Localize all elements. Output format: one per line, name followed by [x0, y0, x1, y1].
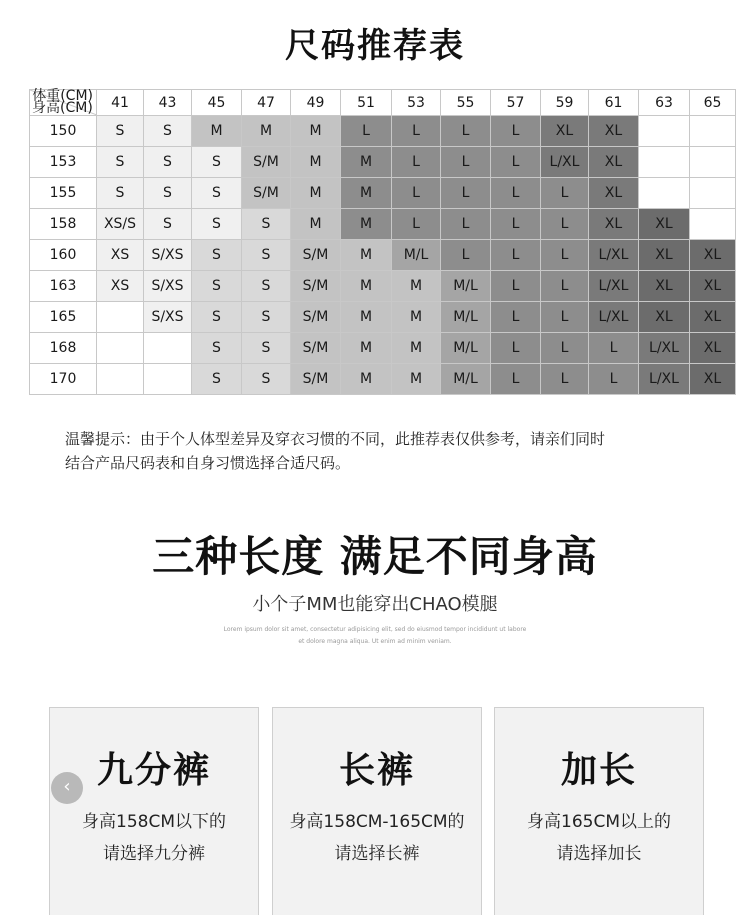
size-cell: S: [192, 209, 242, 240]
size-cell: S/M: [291, 271, 341, 302]
card-desc: [495, 806, 703, 870]
size-cell: L/XL: [589, 271, 639, 302]
carousel-prev-button[interactable]: [51, 772, 83, 804]
size-cell: XL: [639, 271, 690, 302]
size-cell: M: [341, 209, 392, 240]
size-cell: L: [491, 240, 541, 271]
size-cell: S: [97, 116, 144, 147]
size-cell: L: [441, 116, 491, 147]
table-row: [30, 333, 736, 364]
section-headline: 三种长度 满足不同身高: [152, 532, 598, 581]
size-cell: M: [341, 364, 392, 395]
size-cell: L: [541, 271, 589, 302]
size-cell: [639, 178, 690, 209]
size-cell: [97, 333, 144, 364]
corner-height-label: 身高(CM): [32, 100, 93, 116]
size-cell: XL: [589, 209, 639, 240]
card-desc-line-2: 请选择长裤: [334, 844, 420, 864]
table-row: [30, 147, 736, 178]
size-cell: S: [242, 271, 291, 302]
size-cell: XL: [690, 240, 736, 271]
size-cell: S/M: [291, 302, 341, 333]
card-desc-line-1: 身高158CM-165CM的: [289, 812, 465, 832]
tip-text: [65, 427, 715, 475]
size-cell: L: [541, 240, 589, 271]
size-cell: M/L: [392, 240, 441, 271]
lorem-line-1: Lorem ipsum dolor sit amet, consectetur adipisicing elit, sed do eiusmod tempor incididunt ut labore: [223, 626, 527, 633]
size-cell: L/XL: [639, 364, 690, 395]
card-desc-line-2: 请选择加长: [556, 844, 642, 864]
size-cell: L: [589, 333, 639, 364]
size-cell: [690, 116, 736, 147]
size-cell: S/XS: [144, 240, 192, 271]
size-cell: L: [441, 209, 491, 240]
card-desc: [273, 806, 481, 870]
height-cell: 158: [30, 209, 97, 240]
size-cell: L: [541, 209, 589, 240]
size-cell: [690, 178, 736, 209]
size-cell: M: [242, 116, 291, 147]
size-cell: S: [242, 333, 291, 364]
size-cell: [144, 333, 192, 364]
size-cell: L: [491, 333, 541, 364]
size-cell: L: [541, 364, 589, 395]
lorem-line-2: et dolore magna aliqua. Ut enim ad minim veniam.: [298, 638, 452, 645]
table-row: [30, 240, 736, 271]
size-cell: L: [392, 209, 441, 240]
tip-line-1: 温馨提示：由于个人体型差异及穿衣习惯的不同，此推荐表仅供参考，请亲们同时: [65, 430, 606, 448]
size-cell: L: [491, 364, 541, 395]
size-cell: M: [291, 147, 341, 178]
length-card-cropped: [49, 707, 259, 915]
weight-header-cell: 65: [690, 90, 736, 116]
size-cell: L/XL: [589, 240, 639, 271]
size-cell: XL: [690, 302, 736, 333]
table-row: [30, 116, 736, 147]
height-cell: 168: [30, 333, 97, 364]
table-row: [30, 302, 736, 333]
card-desc-line-2: 请选择九分裤: [103, 844, 205, 864]
size-cell: XL: [690, 271, 736, 302]
size-cell: XS: [97, 271, 144, 302]
corner-weight-label: 体重(CM): [32, 88, 93, 104]
size-cell: S: [144, 209, 192, 240]
size-cell: M: [291, 209, 341, 240]
size-cell: XS/S: [97, 209, 144, 240]
table-row: [30, 364, 736, 395]
height-cell: 163: [30, 271, 97, 302]
size-cell: M: [392, 333, 441, 364]
size-cell: [639, 116, 690, 147]
weight-header-cell: 45: [192, 90, 242, 116]
size-cell: [690, 209, 736, 240]
size-cell: L: [541, 302, 589, 333]
size-cell: L: [392, 116, 441, 147]
size-cell: M: [392, 302, 441, 333]
size-cell: S/M: [291, 240, 341, 271]
size-cell: S: [144, 147, 192, 178]
height-cell: 170: [30, 364, 97, 395]
table-row: [30, 271, 736, 302]
height-cell: 160: [30, 240, 97, 271]
size-cell: XL: [690, 333, 736, 364]
size-cell: XL: [639, 240, 690, 271]
lorem-caption: [200, 624, 550, 648]
size-cell: XL: [589, 147, 639, 178]
weight-header-cell: 49: [291, 90, 341, 116]
card-desc-line-1: 身高165CM以上的: [527, 812, 671, 832]
size-cell: M: [341, 147, 392, 178]
table-corner-cell: [30, 90, 97, 116]
card-desc: [50, 806, 258, 870]
size-cell: S: [192, 333, 242, 364]
size-cell: S/M: [242, 147, 291, 178]
weight-header-cell: 43: [144, 90, 192, 116]
size-chart-table: [29, 89, 736, 395]
size-cell: M: [291, 116, 341, 147]
size-cell: L: [441, 240, 491, 271]
size-cell: S: [144, 178, 192, 209]
table-row: [30, 178, 736, 209]
size-cell: L: [491, 116, 541, 147]
height-cell: 165: [30, 302, 97, 333]
size-cell: S/XS: [144, 271, 192, 302]
size-cell: S: [192, 240, 242, 271]
size-cell: L: [491, 178, 541, 209]
size-cell: L: [541, 333, 589, 364]
size-cell: M: [192, 116, 242, 147]
length-card-long: [494, 707, 704, 915]
size-cell: L: [441, 147, 491, 178]
weight-header-cell: 55: [441, 90, 491, 116]
size-cell: L/XL: [589, 302, 639, 333]
size-cell: L: [441, 178, 491, 209]
size-cell: M/L: [441, 364, 491, 395]
size-cell: S: [242, 209, 291, 240]
size-cell: M/L: [441, 271, 491, 302]
height-cell: 155: [30, 178, 97, 209]
tip-line-2: 结合产品尺码表和自身习惯选择合适尺码。: [65, 454, 351, 472]
size-cell: XL: [639, 209, 690, 240]
card-title: 加长: [560, 750, 637, 791]
size-cell: L: [541, 178, 589, 209]
size-cell: [639, 147, 690, 178]
size-cell: M: [341, 178, 392, 209]
size-cell: L: [341, 116, 392, 147]
weight-header-row: [30, 90, 736, 116]
page-title: 尺码推荐表: [285, 26, 465, 66]
weight-header-cell: 59: [541, 90, 589, 116]
size-cell: S: [192, 302, 242, 333]
size-cell: M: [341, 271, 392, 302]
size-cell: L: [589, 364, 639, 395]
weight-header-cell: 57: [491, 90, 541, 116]
size-cell: [97, 364, 144, 395]
size-cell: M: [291, 178, 341, 209]
size-cell: S: [242, 240, 291, 271]
size-cell: S: [192, 364, 242, 395]
size-cell: S/M: [242, 178, 291, 209]
size-cell: S: [97, 178, 144, 209]
size-cell: XL: [541, 116, 589, 147]
size-cell: [144, 364, 192, 395]
size-cell: S/M: [291, 364, 341, 395]
weight-header-cell: 61: [589, 90, 639, 116]
size-cell: S/XS: [144, 302, 192, 333]
weight-header-cell: 53: [392, 90, 441, 116]
section-subheadline: 小个子MM也能穿出CHAO模腿: [252, 594, 498, 615]
height-cell: 150: [30, 116, 97, 147]
size-cell: L: [392, 178, 441, 209]
size-cell: S/M: [291, 333, 341, 364]
length-card-regular: [272, 707, 482, 915]
height-cell: 153: [30, 147, 97, 178]
size-cell: L: [491, 147, 541, 178]
size-cell: L: [392, 147, 441, 178]
size-cell: XL: [639, 302, 690, 333]
card-desc-line-1: 身高158CM以下的: [82, 812, 226, 832]
size-cell: S: [192, 147, 242, 178]
chevron-left-icon: ‹: [63, 776, 71, 797]
size-cell: M: [341, 302, 392, 333]
size-cell: XS: [97, 240, 144, 271]
size-cell: L/XL: [541, 147, 589, 178]
size-cell: XL: [589, 116, 639, 147]
size-cell: M: [341, 240, 392, 271]
weight-header-cell: 63: [639, 90, 690, 116]
card-title: 九分裤: [96, 750, 211, 791]
weight-header-cell: 41: [97, 90, 144, 116]
size-cell: S: [97, 147, 144, 178]
size-cell: M: [392, 364, 441, 395]
size-cell: [690, 147, 736, 178]
size-cell: L: [491, 271, 541, 302]
size-cell: M/L: [441, 333, 491, 364]
size-cell: L: [491, 302, 541, 333]
card-title: 长裤: [338, 750, 415, 791]
size-cell: S: [144, 116, 192, 147]
size-cell: S: [242, 364, 291, 395]
size-cell: M/L: [441, 302, 491, 333]
size-cell: L/XL: [639, 333, 690, 364]
weight-header-cell: 51: [341, 90, 392, 116]
size-cell: S: [192, 271, 242, 302]
weight-header-cell: 47: [242, 90, 291, 116]
size-cell: [97, 302, 144, 333]
table-row: [30, 209, 736, 240]
size-cell: XL: [589, 178, 639, 209]
size-cell: L: [491, 209, 541, 240]
size-cell: M: [392, 271, 441, 302]
size-cell: XL: [690, 364, 736, 395]
size-cell: S: [192, 178, 242, 209]
size-cell: M: [341, 333, 392, 364]
size-cell: S: [242, 302, 291, 333]
